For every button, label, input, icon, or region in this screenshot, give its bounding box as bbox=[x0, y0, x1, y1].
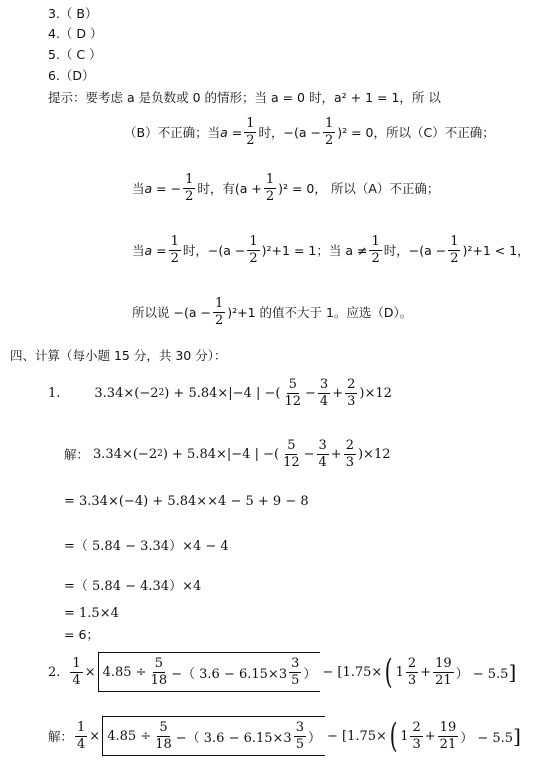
hint-text: 所以说 −(a − bbox=[132, 305, 211, 321]
step-4 bbox=[64, 606, 119, 621]
frac-num: 2 bbox=[345, 438, 354, 453]
step-1 bbox=[64, 494, 309, 509]
expr-text: ） − 5.5 bbox=[455, 666, 509, 682]
problem-1 bbox=[48, 378, 392, 408]
solution-label: 解： bbox=[64, 447, 90, 463]
fraction bbox=[410, 721, 422, 751]
fraction bbox=[282, 378, 303, 408]
frac-num: 5 bbox=[159, 719, 168, 735]
fraction-half bbox=[448, 235, 460, 265]
step-5 bbox=[64, 625, 99, 643]
step-text: =（ 5.84 − 4.34）×4 bbox=[64, 579, 202, 594]
fraction bbox=[294, 721, 306, 751]
fraction bbox=[344, 439, 356, 469]
fraction-half bbox=[247, 235, 259, 265]
section-title bbox=[10, 346, 226, 364]
bracket-group bbox=[102, 716, 325, 756]
operator: × bbox=[89, 728, 101, 744]
expr-text: 3.34×(−2 bbox=[93, 446, 158, 462]
paren-open: ( bbox=[389, 716, 398, 756]
hint-line-4 bbox=[132, 235, 530, 265]
hint-line-5 bbox=[132, 297, 412, 327]
fraction bbox=[438, 721, 459, 751]
problem-2 bbox=[48, 652, 516, 692]
frac-den: 3 bbox=[345, 454, 354, 470]
frac-num: 19 bbox=[439, 719, 457, 735]
frac-den: 12 bbox=[283, 454, 300, 470]
answer-4 bbox=[48, 24, 103, 42]
hint-var: a = − bbox=[144, 180, 182, 196]
fraction bbox=[149, 657, 170, 687]
operator: × bbox=[84, 664, 96, 680]
problem-number: 1. bbox=[48, 385, 61, 401]
answer-6-label: 6.（D） bbox=[48, 68, 95, 83]
fraction bbox=[406, 657, 418, 687]
expr-text: 4.85 ÷ bbox=[107, 728, 152, 744]
fraction bbox=[70, 657, 82, 687]
hint-text: 时，−(a − bbox=[182, 243, 246, 259]
expr-text: )×12 bbox=[359, 385, 392, 401]
fraction-half bbox=[244, 117, 256, 147]
step-3 bbox=[64, 575, 201, 594]
frac-den: 2 bbox=[265, 188, 275, 204]
frac-num: 3 bbox=[319, 377, 329, 392]
problem-number: 2. bbox=[48, 664, 61, 680]
fraction bbox=[317, 439, 329, 469]
frac-den: 2 bbox=[214, 312, 224, 328]
frac-den: 5 bbox=[291, 672, 300, 688]
frac-den: 2 bbox=[450, 250, 459, 266]
hint-text: 时，−(a − bbox=[383, 243, 447, 259]
operator: + bbox=[332, 385, 344, 401]
frac-den: 3 bbox=[412, 736, 421, 752]
frac-num: 2 bbox=[412, 719, 421, 735]
hint-line-1 bbox=[48, 88, 441, 106]
operator: + bbox=[330, 446, 342, 462]
section-title-text: 四、计算（每小题 15 分，共 30 分）： bbox=[10, 348, 227, 363]
fraction bbox=[281, 439, 302, 469]
frac-den: 12 bbox=[284, 393, 301, 409]
frac-num: 1 bbox=[371, 234, 380, 249]
answer-3 bbox=[48, 4, 97, 22]
frac-num: 2 bbox=[407, 655, 417, 671]
expr-text: ) + 5.84×|−4 | −( bbox=[162, 446, 280, 462]
answer-3-label: 3.（ B） bbox=[48, 6, 98, 21]
frac-num: 1 bbox=[324, 116, 334, 131]
hint-text: 时，−(a − bbox=[258, 125, 321, 141]
expr-text: )×12 bbox=[357, 446, 391, 462]
frac-num: 5 bbox=[154, 655, 163, 671]
frac-den: 2 bbox=[170, 250, 179, 266]
frac-den: 21 bbox=[435, 672, 452, 688]
hint-line-3 bbox=[132, 173, 439, 203]
problem-1-solution bbox=[64, 439, 391, 469]
step-text: =（ 5.84 − 3.34）×4 − 4 bbox=[64, 539, 229, 554]
expr-text: ） bbox=[303, 666, 317, 682]
step-2 bbox=[64, 535, 229, 554]
hint-text: 当 bbox=[132, 181, 145, 197]
answer-5-label: 5.（ C ） bbox=[48, 47, 102, 62]
operator: + bbox=[420, 664, 432, 680]
expr-text: −（ 3.6 − 6.15×3 bbox=[175, 730, 292, 746]
frac-den: 18 bbox=[150, 672, 168, 688]
answer-4-label: 4.（ D ） bbox=[48, 26, 103, 41]
expr-text: ) + 5.84×|−4 | −( bbox=[164, 385, 281, 401]
exponent: 2 bbox=[158, 388, 165, 399]
frac-num: 1 bbox=[246, 116, 255, 131]
frac-num: 1 bbox=[249, 234, 258, 249]
expr-text: ） − 5.5 bbox=[460, 730, 514, 746]
expr-text: ） bbox=[307, 730, 321, 746]
hint-text: )²+1 = 1；当 a ≠ bbox=[261, 243, 368, 259]
hint-text: )²+1 < 1， bbox=[462, 243, 530, 259]
frac-num: 5 bbox=[287, 438, 296, 453]
frac-num: 2 bbox=[347, 377, 356, 392]
hint-text: )²+1 的值不大于 1。应选（D）。 bbox=[227, 305, 413, 321]
fraction-half bbox=[264, 173, 276, 203]
frac-num: 19 bbox=[435, 655, 452, 671]
hint-var: a = bbox=[220, 124, 243, 140]
frac-num: 1 bbox=[77, 719, 86, 735]
expr-text: 3.34×(−2 bbox=[94, 385, 159, 401]
frac-den: 21 bbox=[439, 736, 457, 752]
hint-var: a = bbox=[144, 242, 167, 258]
frac-den: 4 bbox=[72, 672, 81, 688]
frac-den: 2 bbox=[249, 250, 258, 266]
frac-num: 1 bbox=[170, 234, 179, 249]
expr-text: 4.85 ÷ bbox=[102, 664, 147, 680]
frac-num: 1 bbox=[185, 172, 194, 187]
hint-line-2 bbox=[124, 117, 495, 147]
expr-text: −（ 3.6 − 6.15×3 bbox=[171, 666, 288, 682]
frac-num: 3 bbox=[318, 438, 327, 453]
solution-label: 解： bbox=[48, 729, 74, 744]
expr-text: − [1.75× bbox=[322, 664, 383, 680]
fraction-half bbox=[323, 117, 335, 147]
bracket-close: ] bbox=[508, 660, 517, 684]
frac-den: 5 bbox=[295, 736, 304, 752]
bracket-close: ] bbox=[513, 724, 521, 748]
hint-line-1-text: 提示：要考虑 a 是负数或 0 的情形；当 a = 0 时，a² + 1 = 1，所 以 bbox=[48, 90, 441, 105]
operator: − bbox=[305, 385, 316, 401]
paren-open: ( bbox=[384, 652, 393, 692]
fraction bbox=[75, 721, 87, 751]
fraction-half bbox=[183, 173, 195, 203]
fraction-half bbox=[169, 235, 181, 265]
step-text: = 3.34×(−4) + 5.84××4 − 5 + 9 − 8 bbox=[64, 494, 309, 509]
frac-den: 3 bbox=[407, 672, 417, 688]
frac-num: 1 bbox=[450, 234, 459, 249]
step-text: = 6； bbox=[64, 627, 99, 642]
frac-den: 2 bbox=[246, 132, 255, 148]
frac-num: 1 bbox=[214, 296, 224, 311]
frac-den: 2 bbox=[324, 132, 334, 148]
frac-num: 3 bbox=[291, 655, 300, 671]
problem-2-solution bbox=[48, 716, 521, 756]
frac-den: 4 bbox=[318, 454, 327, 470]
exponent: 2 bbox=[157, 449, 163, 460]
frac-den: 4 bbox=[77, 736, 86, 752]
hint-text: 当 bbox=[132, 243, 145, 259]
frac-den: 2 bbox=[371, 250, 380, 266]
hint-text: 时，有(a + bbox=[197, 181, 262, 197]
expr-text: − [1.75× bbox=[327, 728, 387, 744]
fraction bbox=[433, 657, 454, 687]
frac-den: 3 bbox=[347, 393, 356, 409]
fraction bbox=[153, 721, 174, 751]
fraction bbox=[318, 378, 330, 408]
step-text: = 1.5×4 bbox=[64, 606, 119, 621]
frac-den: 4 bbox=[319, 393, 329, 409]
answer-5 bbox=[48, 45, 102, 63]
fraction bbox=[345, 378, 357, 408]
fraction-half bbox=[369, 235, 381, 265]
mixed-whole: 1 bbox=[400, 728, 409, 744]
hint-text: )² = 0，所以（C）不正确； bbox=[337, 125, 495, 141]
frac-num: 1 bbox=[72, 655, 81, 671]
frac-num: 1 bbox=[265, 172, 275, 187]
operator: − bbox=[303, 446, 315, 462]
hint-text: )² = 0， 所以（A）不正确； bbox=[278, 181, 440, 197]
frac-den: 18 bbox=[155, 736, 172, 752]
frac-num: 3 bbox=[295, 719, 304, 735]
operator: + bbox=[424, 728, 436, 744]
fraction-half bbox=[213, 297, 225, 327]
frac-den: 2 bbox=[185, 188, 194, 204]
answer-6 bbox=[48, 66, 95, 84]
hint-text: （B）不正确；当 bbox=[124, 125, 221, 141]
mixed-whole: 1 bbox=[395, 664, 404, 680]
bracket-group bbox=[98, 652, 321, 692]
frac-num: 5 bbox=[288, 377, 297, 392]
fraction bbox=[289, 657, 301, 687]
